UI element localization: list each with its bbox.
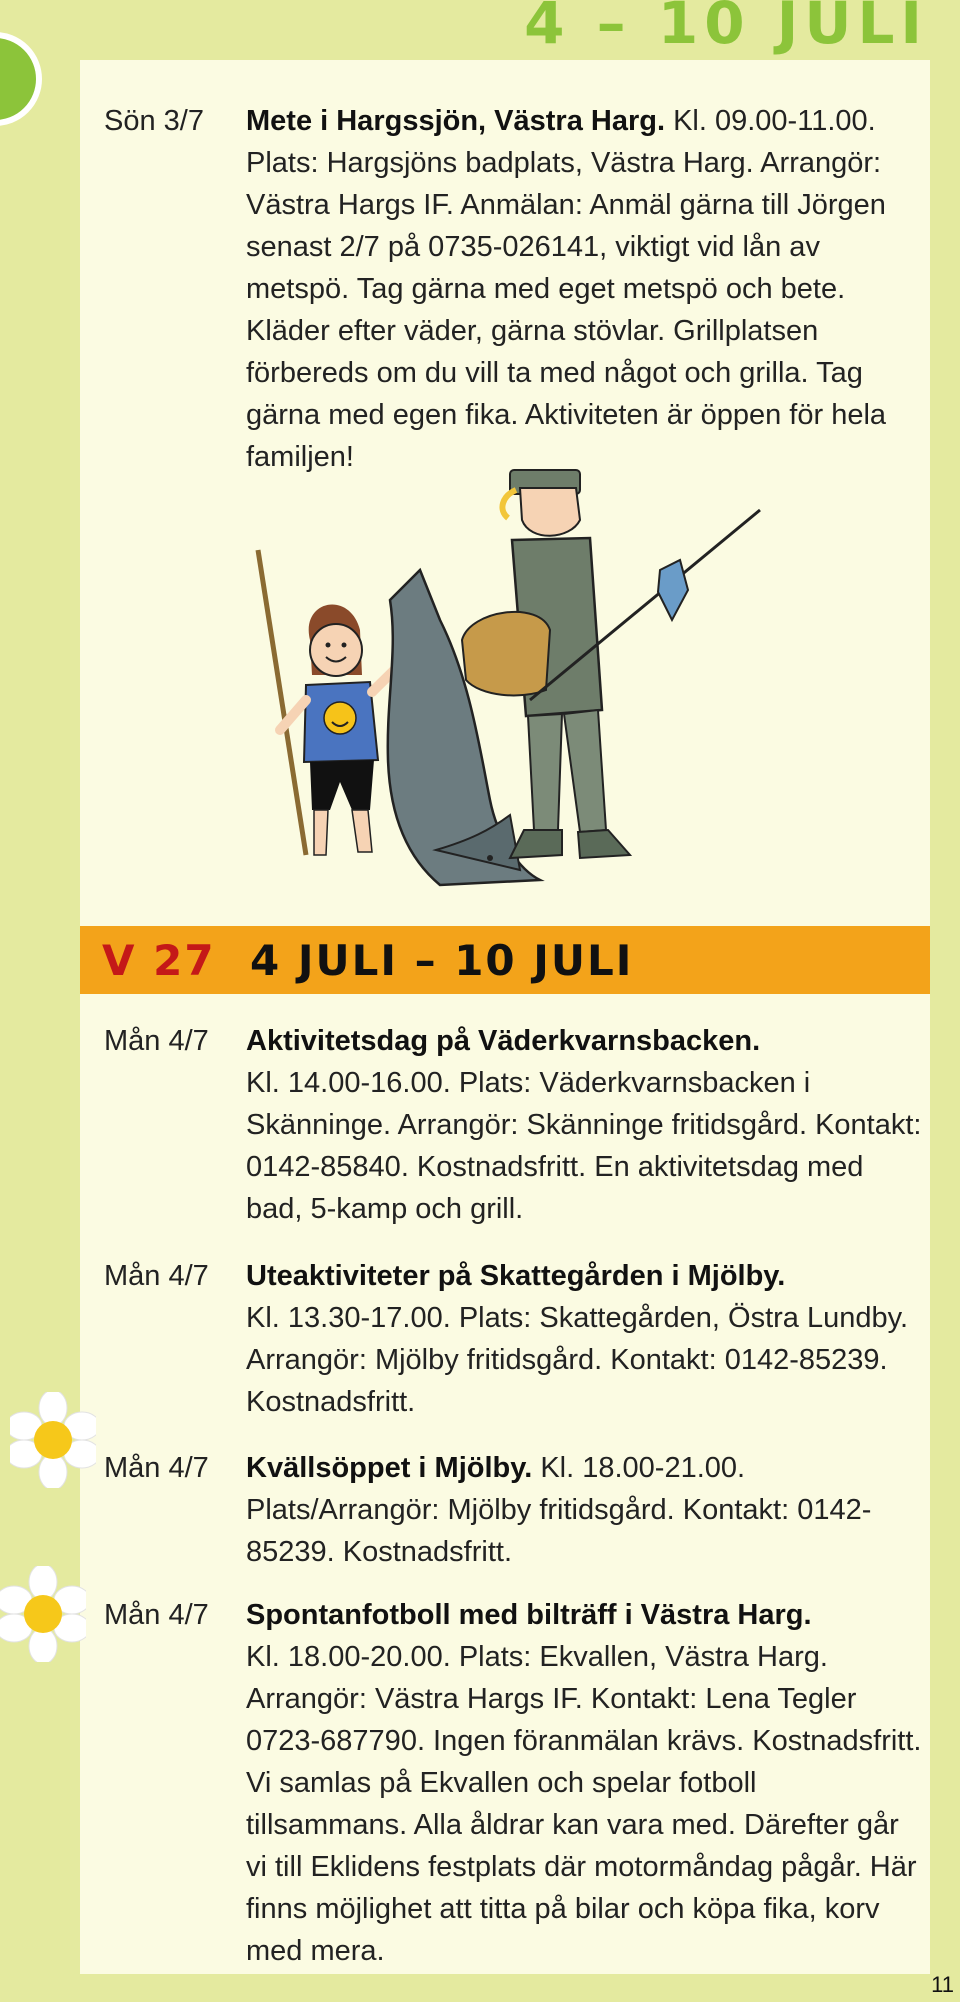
event-description	[246, 1255, 924, 1423]
event-title: Spontanfotboll med bilträff i Västra Harg.	[246, 1599, 812, 1631]
event-title: Kvällsöppet i Mjölby.	[246, 1452, 533, 1484]
event-date: Mån 4/7	[104, 1452, 209, 1484]
event-description	[246, 1020, 924, 1230]
week-number: V 27	[102, 936, 216, 985]
daisy-flower-decoration	[0, 1566, 86, 1662]
event-date: Mån 4/7	[104, 1260, 209, 1292]
event-description	[246, 1594, 924, 1972]
page-title: 4 – 10 JULI	[524, 0, 928, 57]
green-circle-decoration	[0, 32, 42, 126]
event-text: Kl. 13.30-17.00. Plats: Skattegården, Östra Lundby. Arrangör: Mjölby fritidsgård. Kontakt: 0142-85239. Kostnadsfritt.	[246, 1302, 909, 1418]
week-date-range: 4 JULI – 10 JULI	[250, 936, 634, 985]
event-text: Kl. 14.00-16.00. Plats: Väderkvarnsbacken i Skänninge. Arrangör: Skänninge fritidsgård. Kontakt: 0142-85840. Kostnadsfritt. En aktivitetsdag med bad, 5-kamp och grill.	[246, 1067, 922, 1225]
event-text: Kl. 09.00-11.00. Plats: Hargsjöns badplats, Västra Harg. Arrangör: Västra Hargs IF. Anmälan: Anmäl gärna till Jörgen senast 2/7 på 0735-026141, viktigt vid lån av metspö. Tag gärna med eget metspö och bete. Kläder efter väder, gärna stövlar. Grillplatsen förbereds om du vill ta med något och grilla. Tag gärna med egen fika. Aktiviteten är öppen för hela familjen!	[246, 105, 887, 473]
event-text: Kl. 18.00-21.00. Plats/Arrangör: Mjölby fritidsgård. Kontakt: 0142-85239. Kostnadsfritt.	[246, 1452, 872, 1568]
page-number: 11	[931, 1972, 954, 1997]
small-fish	[658, 560, 688, 620]
daisy-flower-decoration	[10, 1392, 96, 1488]
event-text: Kl. 18.00-20.00. Plats: Ekvallen, Västra Harg. Arrangör: Västra Hargs IF. Kontakt: Lena Tegler 0723-687790. Ingen föranmälan krävs. Kostnadsfritt. Vi samlas på Ekvallen och spelar fotboll tillsammans. Alla åldrar kan vara med. Därefter går vi till Eklidens festplats där motormåndag pågår. Här finns möjlighet att titta på bilar och köpa fika, korv med mera.	[246, 1641, 922, 1967]
event-title: Uteaktiviteter på Skattegården i Mjölby.	[246, 1260, 786, 1292]
event-date: Sön 3/7	[104, 105, 204, 137]
event-description	[246, 1447, 924, 1573]
event-date: Mån 4/7	[104, 1025, 209, 1057]
event-title: Mete i Hargssjön, Västra Harg.	[246, 105, 666, 137]
fishing-family-illustration	[240, 460, 780, 900]
week-banner	[80, 926, 930, 994]
event-title: Aktivitetsdag på Väderkvarnsbacken.	[246, 1025, 761, 1057]
event-description	[246, 100, 924, 478]
event-date: Mån 4/7	[104, 1599, 209, 1631]
